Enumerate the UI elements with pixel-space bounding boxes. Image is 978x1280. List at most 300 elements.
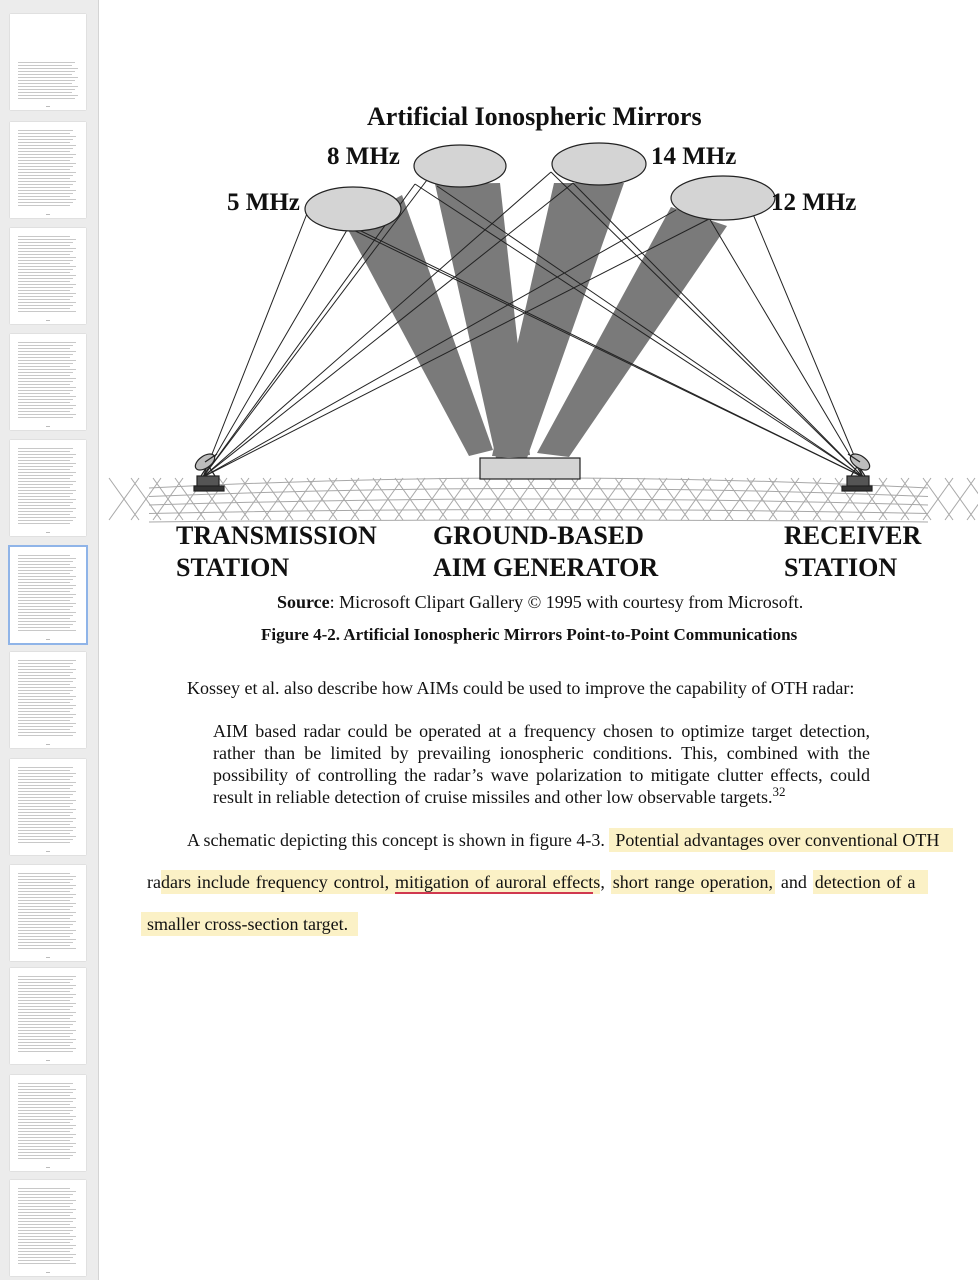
thumbnail-text-line <box>18 821 73 822</box>
thumbnail-text-line <box>18 982 70 983</box>
thumbnail-text-line <box>18 948 76 949</box>
thumbnail-text-line <box>18 1018 70 1019</box>
thumbnail-text-line <box>18 1024 73 1025</box>
thumbnail-text-line <box>18 1218 76 1219</box>
thumbnail-page-number <box>46 1060 50 1061</box>
paragraph-line-2 <box>147 872 928 893</box>
thumbnail-text-line <box>18 202 73 203</box>
thumbnail-text-line <box>18 675 70 676</box>
thumbnail-text-line <box>18 293 76 294</box>
transmission-dish-icon <box>193 451 224 491</box>
thumbnail-text-line <box>18 997 73 998</box>
thumbnail-text-line <box>18 1113 70 1114</box>
thumbnail-text-line <box>18 287 73 288</box>
thumbnail-text-line <box>18 284 76 285</box>
thumbnail-text-line <box>18 921 76 922</box>
thumbnail-text-line <box>18 717 73 718</box>
thumbnail-text-line <box>18 375 70 376</box>
thumbnail-text-line <box>18 803 73 804</box>
grid-line <box>967 478 978 520</box>
thumbnail-text-line <box>18 1009 70 1010</box>
thumbnail-text-line <box>18 991 70 992</box>
page-thumbnail[interactable] <box>10 228 86 324</box>
thumbnail-text-line <box>18 797 70 798</box>
thumbnail-text-line <box>18 794 73 795</box>
thumbnail-text-line <box>18 726 73 727</box>
thumbnail-text-line <box>18 873 70 874</box>
thumbnail-text-line <box>18 484 73 485</box>
mirror-8mhz <box>414 145 506 187</box>
highlight-text: dars include frequency control, <box>160 872 395 892</box>
thumbnail-text-line <box>18 517 76 518</box>
thumbnail-text-line <box>18 411 70 412</box>
thumbnail-text-line <box>18 985 76 986</box>
thumbnail-text-line <box>18 511 73 512</box>
thumbnail-text-line <box>18 979 73 980</box>
thumbnail-text-line <box>18 299 70 300</box>
thumbnail-text-line <box>18 454 76 455</box>
thumbnail-text-line <box>18 791 76 792</box>
mirror-5mhz <box>305 187 401 231</box>
frequency-label-12mhz: 12 MHz <box>771 189 857 216</box>
thumbnail-text-line <box>18 83 72 84</box>
thumbnail-page-number <box>46 957 50 958</box>
thumbnail-text-line <box>18 600 70 601</box>
thumbnail-text-line <box>18 624 73 625</box>
thumbnail-text-line <box>18 588 73 589</box>
thumbnail-text-line <box>18 1200 76 1201</box>
page-thumbnail[interactable] <box>10 968 86 1064</box>
thumbnail-text-line <box>18 408 73 409</box>
thumbnail-text-line <box>18 163 76 164</box>
thumbnail-text-line <box>18 936 70 937</box>
thumbnail-text-line <box>18 302 76 303</box>
page-thumbnail[interactable] <box>10 14 86 110</box>
thumbnail-text-line <box>18 945 70 946</box>
thumbnail-text-line <box>18 508 76 509</box>
thumbnail-text-line <box>18 80 75 81</box>
thumbnail-text-line <box>18 836 76 837</box>
highlight-span[interactable]: short range operation, <box>612 872 773 892</box>
thumbnail-text-line <box>18 939 76 940</box>
thumbnail-text-line <box>18 918 70 919</box>
thumbnail-text-line <box>18 269 73 270</box>
page-thumbnail[interactable] <box>10 334 86 430</box>
thumbnail-text-line <box>18 779 70 780</box>
thumbnail-text-line <box>18 1254 76 1255</box>
thumbnail-text-line <box>18 345 73 346</box>
thumbnail-text-line <box>18 714 76 715</box>
thumbnail-text-line <box>18 92 72 93</box>
thumbnail-text-line <box>18 248 76 249</box>
thumbnail-text-line <box>18 1030 76 1031</box>
thumbnail-text-line <box>18 830 73 831</box>
thumbnail-text-line <box>18 924 73 925</box>
thumbnail-text-line <box>18 912 76 913</box>
thumbnail-text-line <box>18 833 70 834</box>
thumbnail-page-number <box>46 851 50 852</box>
page-thumbnail-sidebar <box>0 0 99 1280</box>
thumbnail-text-line <box>18 1125 76 1126</box>
thumbnail-text-line <box>18 564 70 565</box>
thumbnail-text-line <box>18 879 73 880</box>
aim-generator-block <box>480 458 580 479</box>
thumbnail-text-line <box>18 372 73 373</box>
thumbnail-text-line <box>18 618 70 619</box>
thumbnail-text-line <box>18 579 73 580</box>
thumbnail-text-line <box>18 520 73 521</box>
thumbnail-text-line <box>18 357 70 358</box>
highlight-span[interactable]: Potential advantages over conventional OTH <box>609 828 953 852</box>
station-label-line: GROUND-BASED <box>433 521 644 550</box>
thumbnail-text-line <box>18 800 76 801</box>
thumbnail-text-line <box>18 927 70 928</box>
thumbnail-text-line <box>18 514 70 515</box>
receiver-station-label <box>784 520 921 584</box>
thumbnail-text-line <box>18 199 76 200</box>
thumbnail-text-line <box>18 576 76 577</box>
thumbnail-text-line <box>18 448 73 449</box>
thumbnail-text-line <box>18 378 76 379</box>
thumbnail-text-line <box>18 472 76 473</box>
thumbnail-text-line <box>18 594 76 595</box>
thumbnail-text-line <box>18 1143 76 1144</box>
thumbnail-text-line <box>18 842 70 843</box>
thumbnail-text-line <box>18 720 70 721</box>
thumbnail-text-line <box>18 603 76 604</box>
mirror-14mhz <box>552 143 646 185</box>
thumbnail-text-line <box>18 499 76 500</box>
thumbnail-text-line <box>18 369 76 370</box>
thumbnail-text-line <box>18 812 73 813</box>
highlight-span[interactable] <box>161 870 600 894</box>
thumbnail-text-line <box>18 260 73 261</box>
thumbnail-text-line <box>18 612 76 613</box>
thumbnail-text-line <box>18 906 73 907</box>
thumbnail-text-line <box>18 1092 73 1093</box>
thumbnail-text-line <box>18 785 73 786</box>
thumbnail-text-line <box>18 263 70 264</box>
thumbnail-text-line <box>18 915 73 916</box>
thumbnail-text-line <box>18 1221 73 1222</box>
thumbnail-text-line <box>18 481 76 482</box>
thumbnail-text-line <box>18 451 70 452</box>
highlight-text: s <box>593 872 601 892</box>
thumbnail-text-line <box>18 582 70 583</box>
thumbnail-text-line <box>18 806 70 807</box>
thumbnail-text-line <box>18 573 70 574</box>
thumbnail-text-line <box>18 387 76 388</box>
thumbnail-text-line <box>18 660 76 661</box>
thumbnail-text-line <box>18 196 70 197</box>
paragraph-text: ra <box>147 872 161 892</box>
thumbnail-text-line <box>18 181 76 182</box>
page-thumbnail[interactable] <box>10 1075 86 1171</box>
thumbnail-text-line <box>18 681 73 682</box>
thumbnail-text-line <box>18 1242 70 1243</box>
thumbnail-text-line <box>18 897 73 898</box>
thumbnail-text-line <box>18 296 73 297</box>
thumbnail-text-line <box>18 1021 76 1022</box>
thumbnail-text-line <box>18 1122 70 1123</box>
thumbnail-text-line <box>18 1155 73 1156</box>
highlight-span[interactable]: smaller cross-section target. <box>141 912 358 936</box>
highlight-span[interactable]: detection of a <box>813 870 928 894</box>
thumbnail-text-line <box>18 1128 73 1129</box>
thumbnail-text-line <box>18 1206 70 1207</box>
thumbnail-text-line <box>18 133 70 134</box>
thumbnail-text-line <box>18 976 76 977</box>
thumbnail-text-line <box>18 1248 73 1249</box>
thumbnail-text-line <box>18 1188 70 1189</box>
thumbnail-text-line <box>18 71 75 72</box>
thumbnail-text-line <box>18 139 73 140</box>
thumbnail-text-line <box>18 523 70 524</box>
thumbnail-text-line <box>18 888 73 889</box>
thumbnail-text-line <box>18 891 70 892</box>
thumbnail-text-line <box>18 405 76 406</box>
thumbnail-text-line <box>18 463 76 464</box>
figure-title: Artificial Ionospheric Mirrors <box>367 102 702 131</box>
thumbnail-text-line <box>18 1191 76 1192</box>
thumbnail-text-line <box>18 160 70 161</box>
thumbnail-text-line <box>18 1101 73 1102</box>
thumbnail-text-line <box>18 699 73 700</box>
page-thumbnail[interactable] <box>10 440 86 536</box>
thumbnail-text-line <box>18 693 70 694</box>
thumbnail-text-line <box>18 782 76 783</box>
thumbnail-text-line <box>18 1036 70 1037</box>
thumbnail-text-line <box>18 732 76 733</box>
thumbnail-text-line <box>18 1086 70 1087</box>
thumbnail-text-line <box>18 278 73 279</box>
thumbnail-text-line <box>18 1131 70 1132</box>
thumbnail-text-line <box>18 1110 73 1111</box>
thumbnail-text-line <box>18 496 70 497</box>
thumbnail-text-line <box>18 239 76 240</box>
thumbnail-text-line <box>18 272 70 273</box>
thumbnail-text-line <box>18 894 76 895</box>
page-thumbnail[interactable] <box>10 759 86 855</box>
thumbnail-text-line <box>18 1003 76 1004</box>
thumbnail-text-line <box>18 561 73 562</box>
thumbnail-text-line <box>18 711 70 712</box>
thumbnail-text-line <box>18 1257 73 1258</box>
thumbnail-text-line <box>18 142 70 143</box>
thumbnail-text-line <box>18 493 73 494</box>
ray-line <box>699 201 863 477</box>
thumbnail-text-line <box>18 933 73 934</box>
paragraph-text: , <box>600 872 605 892</box>
thumbnail-page-number <box>46 1272 50 1273</box>
thumbnail-text-line <box>18 242 73 243</box>
thumbnail-page-number <box>46 532 50 533</box>
thumbnail-text-line <box>18 281 70 282</box>
footnote-reference[interactable]: 32 <box>772 784 786 799</box>
thumbnail-text-line <box>18 824 70 825</box>
thumbnail-text-line <box>18 827 76 828</box>
thumbnail-text-line <box>18 460 70 461</box>
thumbnail-text-line <box>18 818 76 819</box>
ray-line <box>203 184 415 477</box>
thumbnail-text-line <box>18 672 73 673</box>
thumbnail-text-line <box>18 1209 76 1210</box>
thumbnail-text-line <box>18 169 70 170</box>
thumbnail-text-line <box>18 773 76 774</box>
thumbnail-text-line <box>18 145 76 146</box>
thumbnail-text-line <box>18 1119 73 1120</box>
thumbnail-text-line <box>18 342 76 343</box>
thumbnail-text-line <box>18 1197 70 1198</box>
thumbnail-text-line <box>18 909 70 910</box>
thumbnail-text-line <box>18 351 76 352</box>
thumbnail-text-line <box>18 903 76 904</box>
thumbnail-text-line <box>18 257 76 258</box>
thumbnail-text-line <box>18 1134 76 1135</box>
thumbnail-text-line <box>18 606 73 607</box>
page-thumbnail[interactable] <box>10 652 86 748</box>
thumbnail-text-line <box>18 1149 70 1150</box>
station-label-line: TRANSMISSION <box>176 521 377 550</box>
thumbnail-text-line <box>18 68 78 69</box>
thumbnail-text-line <box>18 1224 70 1225</box>
thumbnail-text-line <box>18 1116 76 1117</box>
thumbnail-text-line <box>18 1012 76 1013</box>
thumbnail-text-line <box>18 187 70 188</box>
thumbnail-text-line <box>18 1051 73 1052</box>
thumbnail-text-line <box>18 98 75 99</box>
thumbnail-text-line <box>18 251 73 252</box>
thumbnail-text-line <box>18 988 73 989</box>
thumbnail-text-line <box>18 690 73 691</box>
thumbnail-text-line <box>18 788 70 789</box>
thumbnail-text-line <box>18 735 73 736</box>
thumbnail-text-line <box>18 1239 73 1240</box>
frequency-label-5mhz: 5 MHz <box>227 189 300 216</box>
thumbnail-text-line <box>18 1039 76 1040</box>
thumbnail-text-line <box>18 1083 73 1084</box>
thumbnail-text-line <box>18 1203 73 1204</box>
thumbnail-text-line <box>18 305 73 306</box>
thumbnail-text-line <box>18 1194 73 1195</box>
thumbnail-text-line <box>18 396 76 397</box>
thumbnail-text-line <box>18 1048 76 1049</box>
thumbnail-text-line <box>18 505 70 506</box>
thumbnail-text-line <box>18 1098 76 1099</box>
thumbnail-page-number <box>46 214 50 215</box>
thumbnail-text-line <box>18 942 73 943</box>
grid-line <box>967 478 978 520</box>
thumbnail-text-line <box>18 1015 73 1016</box>
thumbnail-text-line <box>18 558 76 559</box>
thumbnail-text-line <box>18 86 78 87</box>
thumbnail-text-line <box>18 478 70 479</box>
thumbnail-page-number <box>46 426 50 427</box>
source-label: Source <box>277 592 330 612</box>
thumbnail-text-line <box>18 663 73 664</box>
thumbnail-text-line <box>18 687 76 688</box>
thumbnail-text-line <box>18 475 73 476</box>
thumbnail-text-line <box>18 502 73 503</box>
thumbnail-text-line <box>18 1212 73 1213</box>
thumbnail-text-line <box>18 900 70 901</box>
frequency-label-8mhz: 8 MHz <box>327 143 400 170</box>
thumbnail-page-number <box>46 1167 50 1168</box>
page-thumbnail[interactable] <box>10 547 86 643</box>
thumbnail-text-line <box>18 585 76 586</box>
thumbnail-text-line <box>18 254 70 255</box>
thumbnail-text-line <box>18 311 76 312</box>
thumbnail-text-line <box>18 770 70 771</box>
thumbnail-text-line <box>18 74 72 75</box>
paragraph-text: and <box>780 872 807 892</box>
page-thumbnail[interactable] <box>10 122 86 218</box>
thumbnail-text-line <box>18 885 76 886</box>
thumbnail-text-line <box>18 175 73 176</box>
thumbnail-text-line <box>18 609 70 610</box>
thumbnail-text-line <box>18 184 73 185</box>
thumbnail-text-line <box>18 555 70 556</box>
thumbnail-text-line <box>18 1227 76 1228</box>
station-label-line: STATION <box>784 553 898 582</box>
figure-caption: Figure 4-2. Artificial Ionospheric Mirrors Point-to-Point Communications <box>261 625 798 644</box>
thumbnail-text-line <box>18 1095 70 1096</box>
thumbnail-text-line <box>18 815 70 816</box>
thumbnail-text-line <box>18 308 70 309</box>
intro-paragraph: Kossey et al. also describe how AIMs could be used to improve the capability of OTH radar: <box>187 678 855 698</box>
thumbnail-page-number <box>46 106 50 107</box>
thumbnail-text-line <box>18 1042 73 1043</box>
thumbnail-text-line <box>18 266 76 267</box>
frequency-label-14mhz: 14 MHz <box>651 143 737 170</box>
thumbnail-text-line <box>18 729 70 730</box>
thumbnail-text-line <box>18 621 76 622</box>
thumbnail-text-line <box>18 1158 70 1159</box>
beams <box>346 183 727 458</box>
document-page <box>99 0 978 1280</box>
thumbnail-text-line <box>18 77 78 78</box>
thumbnail-text-line <box>18 487 70 488</box>
thumbnail-text-line <box>18 157 73 158</box>
figure-source <box>277 592 803 613</box>
thumbnail-text-line <box>18 776 73 777</box>
aim-diagram <box>99 0 978 600</box>
thumbnail-text-line <box>18 630 76 631</box>
page-thumbnail[interactable] <box>10 1180 86 1276</box>
thumbnail-text-line <box>18 627 70 628</box>
thumbnail-text-line <box>18 1140 70 1141</box>
thumbnail-text-line <box>18 1260 70 1261</box>
thumbnail-text-line <box>18 1089 76 1090</box>
thumbnail-text-line <box>18 414 76 415</box>
thumbnail-text-line <box>18 130 73 131</box>
thumbnail-text-line <box>18 839 73 840</box>
thumbnail-text-line <box>18 1137 73 1138</box>
thumbnail-text-line <box>18 809 76 810</box>
thumbnail-text-line <box>18 994 76 995</box>
thumbnail-text-line <box>18 348 70 349</box>
thumbnail-text-line <box>18 381 73 382</box>
paragraph-line-3 <box>141 914 358 935</box>
thumbnail-text-line <box>18 1027 70 1028</box>
thumbnail-text-line <box>18 166 73 167</box>
thumbnail-text-line <box>18 193 73 194</box>
thumbnail-page-number <box>46 320 50 321</box>
underlined-text: mitigation of auroral effect <box>395 872 594 892</box>
page-thumbnail[interactable] <box>10 865 86 961</box>
ray-line <box>745 195 863 477</box>
thumbnail-text-line <box>18 1006 73 1007</box>
